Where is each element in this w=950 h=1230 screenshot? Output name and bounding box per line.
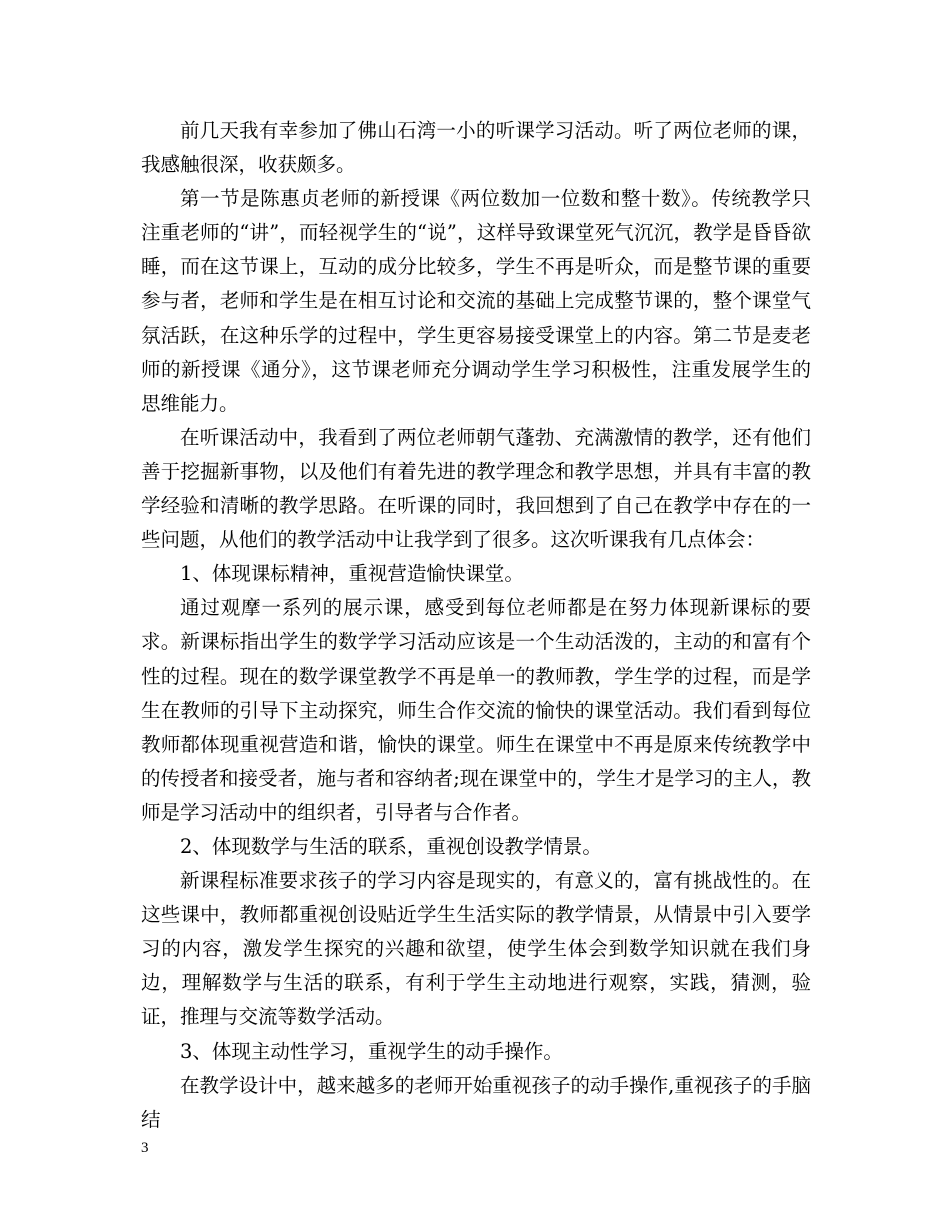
page-number: 3 xyxy=(141,1140,149,1156)
heading-point-1: 1、体现课标精神，重视营造愉快课堂。 xyxy=(180,562,524,586)
paragraph-first-lesson: 第一节是陈惠贞老师的新授课《两位数加一位数和整十数》。传统教学只注重老师的“讲”，而轻视学生的“说”，这样导致课堂死气沉沉，教学是昏昏欲睡，而在这节课上，互动的成分比较多，学生不再是听众，而是整节课的重要参与者，老师和学生是在相互讨论和交流的基础上完成整节课的，整个课堂气氛活跃，在这种乐学的过程中，学生更容易接受课堂上的内容。第二节是麦老师的新授课《通分》，这节课老师充分调动学生学习积极性，注重发展学生的思维能力。 xyxy=(141,187,811,415)
document-body xyxy=(141,114,811,1137)
paragraph-point-1: 通过观摩一系列的展示课，感受到每位老师都是在努力体现新课标的要求。新课标指出学生的数学学习活动应该是一个生动活泼的，主动的和富有个性的过程。现在的数学课堂教学不再是单一的教师教，学生学的过程，而是学生在教师的引导下主动探究，师生合作交流的愉快的课堂活动。我们看到每位教师都体现重视营造和谐，愉快的课堂。师生在课堂中不再是原来传统教学中的传授者和接受者，施与者和容纳者;现在课堂中的，学生才是学习的主人，教师是学习活动中的组织者，引导者与合作者。 xyxy=(141,596,811,824)
paragraph-point-3: 在教学设计中，越来越多的老师开始重视孩子的动手操作,重视孩子的手脑结 xyxy=(141,1073,811,1131)
paragraph-intro: 前几天我有幸参加了佛山石湾一小的听课学习活动。听了两位老师的课，我感触很深，收获颇多。 xyxy=(141,119,811,177)
paragraph-observation: 在听课活动中，我看到了两位老师朝气蓬勃、充满激情的教学，还有他们善于挖掘新事物，以及他们有着先进的教学理念和教学思想，并具有丰富的教学经验和清晰的教学思路。在听课的同时，我回想到了自己在教学中存在的一些问题，从他们的教学活动中让我学到了很多。这次听课我有几点体会： xyxy=(141,425,811,552)
paragraph-point-2: 新课程标准要求孩子的学习内容是现实的，有意义的，富有挑战性的。在这些课中，教师都重视创设贴近学生生活实际的教学情景，从情景中引入要学习的内容，激发学生探究的兴趣和欲望，使学生体会到数学知识就在我们身边，理解数学与生活的联系，有利于学生主动地进行观察，实践，猜测，验证，推理与交流等数学活动。 xyxy=(141,869,811,1029)
heading-point-2: 2、体现数学与生活的联系，重视创设教学情景。 xyxy=(180,834,602,858)
heading-point-3: 3、体现主动性学习，重视学生的动手操作。 xyxy=(180,1039,563,1063)
